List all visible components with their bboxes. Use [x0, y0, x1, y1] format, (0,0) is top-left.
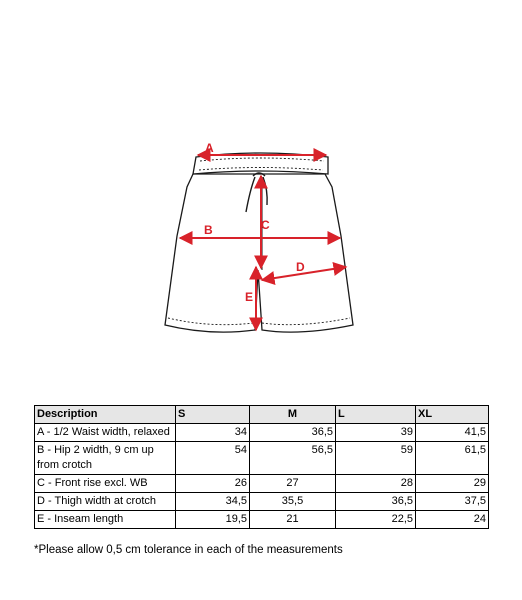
- cell-xl: 24: [416, 511, 489, 529]
- cell-s: 26: [176, 475, 250, 493]
- table-row: [35, 511, 489, 529]
- cell-s: 54: [176, 442, 250, 475]
- cell-xl: 61,5: [416, 442, 489, 475]
- cell-s: 34: [176, 424, 250, 442]
- cell-m: 21: [250, 511, 336, 529]
- row-description: D - Thigh width at crotch: [35, 493, 176, 511]
- header-m: M: [250, 406, 336, 424]
- cell-xl: 41,5: [416, 424, 489, 442]
- cell-m: 27: [250, 475, 336, 493]
- row-description: B - Hip 2 width, 9 cm up from crotch: [35, 442, 176, 475]
- header-description: Description: [35, 406, 176, 424]
- tolerance-note: *Please allow 0,5 cm tolerance in each of the measurements: [34, 544, 343, 556]
- shorts-outline: [165, 153, 353, 332]
- header-l: L: [336, 406, 416, 424]
- label-a: A: [205, 141, 214, 155]
- label-e: E: [245, 290, 254, 304]
- row-description: C - Front rise excl. WB: [35, 475, 176, 493]
- cell-s: 34,5: [176, 493, 250, 511]
- label-c: C: [261, 218, 270, 232]
- row-description: E - Inseam length: [35, 511, 176, 529]
- header-s: S: [176, 406, 250, 424]
- cell-m: 35,5: [250, 493, 336, 511]
- cell-m: 36,5: [250, 424, 336, 442]
- cell-l: 28: [336, 475, 416, 493]
- label-d: D: [296, 260, 305, 274]
- row-description: A - 1/2 Waist width, relaxed: [35, 424, 176, 442]
- table-row: [35, 442, 489, 475]
- cell-l: 36,5: [336, 493, 416, 511]
- cell-m: 56,5: [250, 442, 336, 475]
- table-row: [35, 475, 489, 493]
- cell-s: 19,5: [176, 511, 250, 529]
- header-xl: XL: [416, 406, 489, 424]
- size-table-header: [35, 406, 489, 424]
- cell-l: 22,5: [336, 511, 416, 529]
- cell-l: 59: [336, 442, 416, 475]
- label-b: B: [204, 223, 213, 237]
- cell-xl: 37,5: [416, 493, 489, 511]
- table-row: [35, 424, 489, 442]
- table-row: [35, 493, 489, 511]
- cell-l: 39: [336, 424, 416, 442]
- cell-xl: 29: [416, 475, 489, 493]
- size-table: [34, 405, 489, 529]
